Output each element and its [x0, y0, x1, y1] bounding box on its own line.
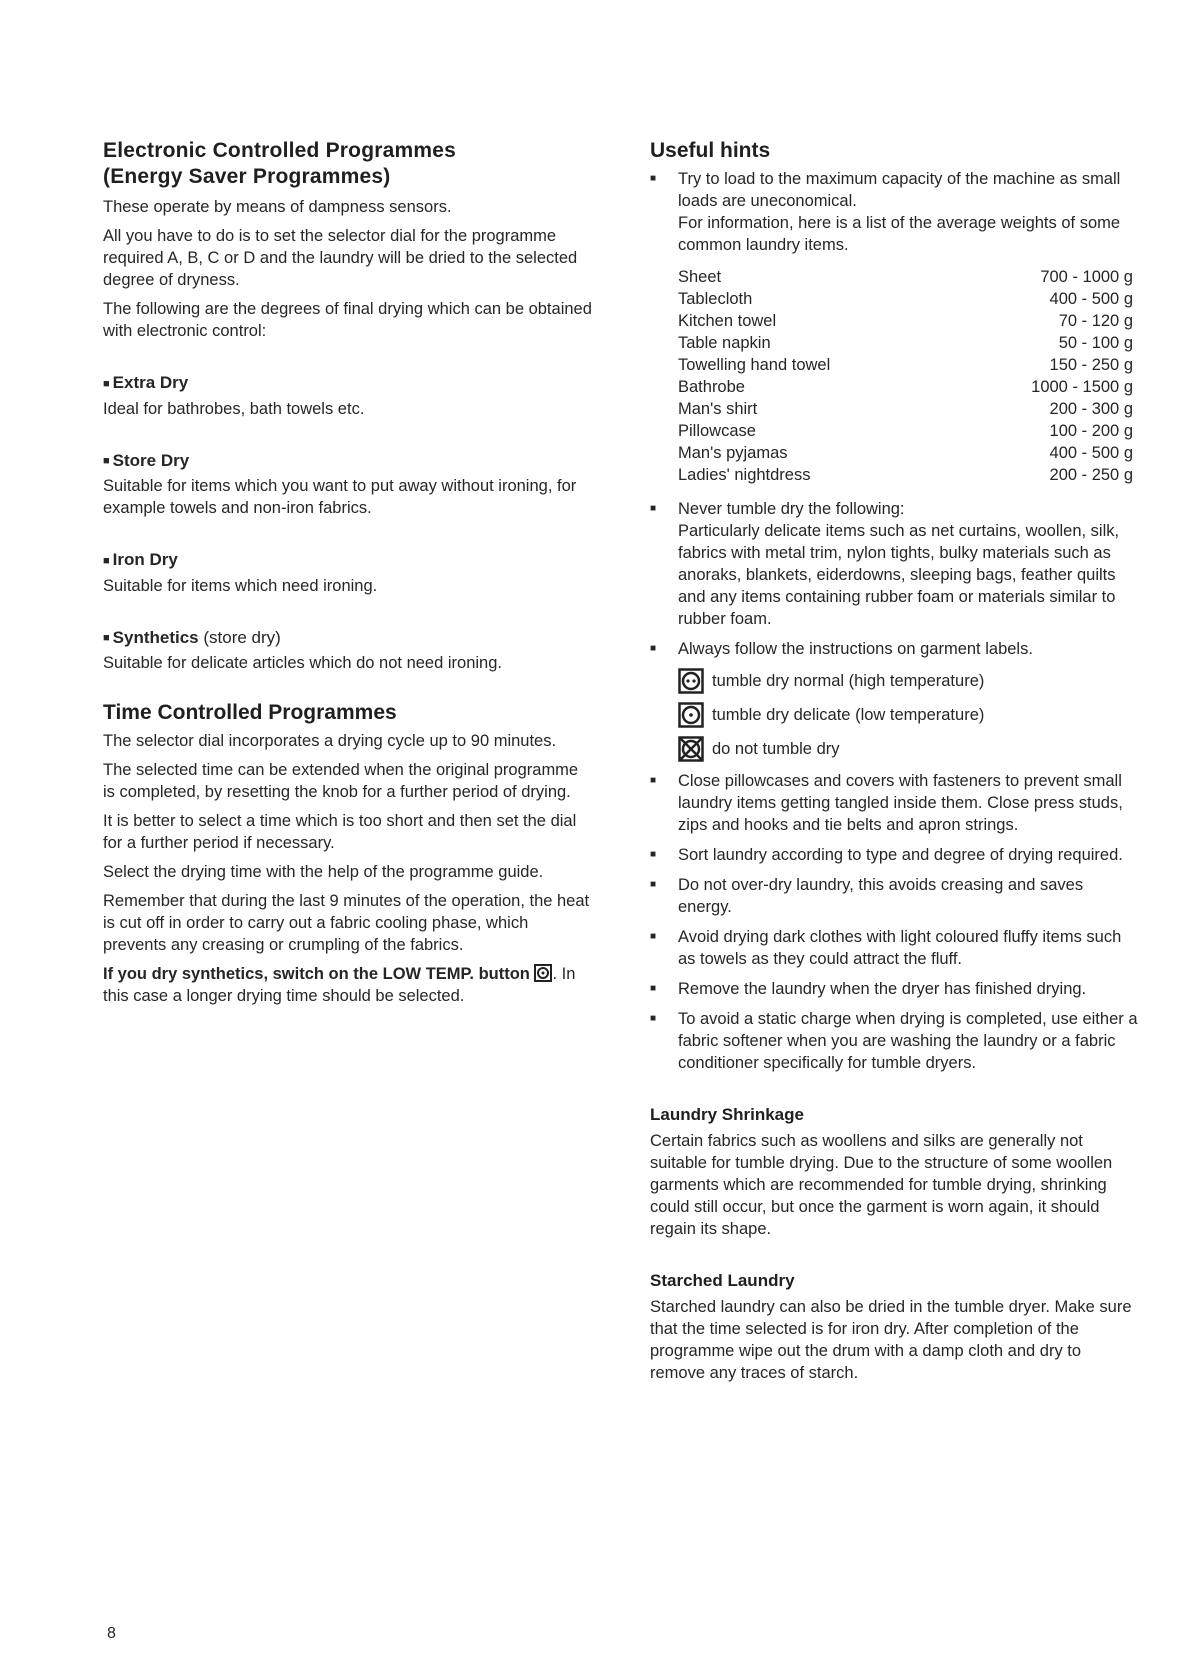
tcp-heading: Time Controlled Programmes	[103, 701, 397, 725]
tcp-paragraph-2: The selected time can be extended when the original programme is completed, by resetting the knob for a further period of drying.	[103, 761, 579, 802]
tcp-paragraph-1: The selector dial incorporates a drying cycle up to 90 minutes.	[103, 732, 557, 751]
ecp-title-line-1: Electronic Controlled Programmes	[103, 139, 456, 162]
hint-static-charge	[650, 1008, 1140, 1074]
level-title: Store Dry	[112, 450, 190, 470]
weight-item: Ladies' nightdress	[678, 466, 811, 484]
symbol-no-tumble	[678, 736, 1140, 762]
weight-item: Man's pyjamas	[678, 444, 788, 462]
level-title: Iron Dry	[112, 550, 178, 570]
hint-close-fasteners	[650, 770, 1140, 836]
weight-value: 200 - 250 g	[1049, 466, 1133, 484]
bullet-square-icon: ■	[650, 1013, 657, 1024]
tumble-dry-delicate-icon	[678, 702, 704, 728]
low-temp-instruction: If you dry synthetics, switch on the LOW TEMP. button	[103, 965, 530, 984]
ecp-paragraph-3: The following are the degrees of final drying which can be obtained with electronic control:	[103, 300, 592, 340]
weight-value: 200 - 300 g	[1049, 400, 1133, 418]
left-column	[103, 138, 593, 1014]
ecp-paragraph-2: All you have to do is to set the selector dial for the programme required A, B, C or D and the laundry will be dried to the selected degree of dryness.	[103, 227, 578, 289]
low-temp-note: . In this case a longer drying time should be selected.	[103, 965, 576, 1006]
weight-item: Man's shirt	[678, 400, 758, 418]
tumble-dry-normal-icon	[678, 668, 704, 694]
hint-text: Try to load to the maximum capacity of the machine as small loads are uneconomical.	[678, 170, 1121, 210]
weight-value: 400 - 500 g	[1049, 290, 1133, 308]
table-row	[678, 310, 1133, 332]
starched-paragraph: Starched laundry can also be dried in the tumble dryer. Make sure that the time selected is for iron dry. After completion of the programme wipe out the drum with a damp cloth and dry to remove any traces of starch.	[650, 1298, 1132, 1382]
table-row	[678, 376, 1133, 398]
hints-list	[650, 168, 1140, 1074]
level-synthetics	[103, 627, 593, 675]
level-description: Suitable for items which you want to put away without ironing, for example towels and non-iron fabrics.	[103, 477, 577, 518]
bullet-square-icon: ■	[103, 377, 110, 390]
ecp-paragraph-1: These operate by means of dampness sensors.	[103, 198, 452, 216]
level-store-dry	[103, 450, 593, 520]
hint-garment-labels	[650, 638, 1140, 762]
ecp-heading	[103, 138, 593, 190]
bullet-square-icon: ■	[650, 849, 657, 860]
right-column	[650, 138, 1140, 1391]
table-row	[678, 332, 1133, 354]
bullet-square-icon: ■	[650, 643, 657, 654]
tcp-paragraph-3: It is better to select a time which is too short and then set the dial for a further period if necessary.	[103, 812, 577, 853]
page-number: 8	[107, 1625, 116, 1642]
symbol-label: tumble dry normal (high temperature)	[712, 672, 985, 690]
hint-text: Always follow the instructions on garment labels.	[678, 640, 1033, 658]
level-title: Extra Dry	[112, 373, 189, 392]
symbol-delicate	[678, 702, 1140, 728]
hint-text: Avoid drying dark clothes with light coloured fluffy items such as towels as they could attract the fluff.	[678, 928, 1122, 968]
weights-table	[678, 266, 1133, 486]
bullet-square-icon: ■	[650, 879, 657, 890]
ecp-title-line-2: (Energy Saver Programmes)	[103, 165, 391, 188]
hint-remove-laundry	[650, 978, 1140, 1000]
starched-heading: Starched Laundry	[650, 1271, 795, 1290]
hint-over-dry	[650, 874, 1140, 918]
level-description: Suitable for items which need ironing.	[103, 576, 378, 595]
bullet-square-icon: ■	[650, 983, 657, 994]
table-row	[678, 354, 1133, 376]
weight-value: 150 - 250 g	[1049, 356, 1133, 374]
level-note: (store dry)	[203, 627, 281, 647]
level-description: Ideal for bathrobes, bath towels etc.	[103, 399, 365, 418]
hint-text: Particularly delicate items such as net curtains, woollen, silk, fabrics with metal trim, nylon tights, bulky materials such as anoraks, blankets, eiderdowns, sleeping bags, feather quilts and any items containing rubber foam or materials similar to rubber foam.	[678, 522, 1120, 628]
weight-item: Sheet	[678, 268, 722, 286]
shrinkage-heading: Laundry Shrinkage	[650, 1105, 804, 1124]
hint-text: Never tumble dry the following:	[678, 500, 905, 518]
bullet-square-icon: ■	[103, 632, 110, 645]
weight-value: 400 - 500 g	[1049, 444, 1133, 462]
hint-text: Do not over-dry laundry, this avoids creasing and saves energy.	[678, 876, 1084, 916]
low-temp-button-icon	[534, 964, 552, 982]
bullet-square-icon: ■	[103, 554, 110, 567]
symbol-label: tumble dry delicate (low temperature)	[712, 706, 985, 724]
table-row	[678, 420, 1133, 442]
hint-text: To avoid a static charge when drying is completed, use either a fabric softener when you are washing the laundry or a fabric conditioner specifically for tumble dryers.	[678, 1010, 1138, 1072]
hint-text: Remove the laundry when the dryer has finished drying.	[678, 980, 1087, 998]
hint-text: Close pillowcases and covers with fasteners to prevent small laundry items getting tangled inside them. Close press studs, zips and hooks and tie belts and apron strings.	[678, 772, 1123, 834]
weight-value: 100 - 200 g	[1049, 422, 1133, 440]
table-row	[678, 398, 1133, 420]
symbol-normal	[678, 668, 1140, 694]
level-extra-dry	[103, 372, 593, 420]
weight-item: Bathrobe	[678, 378, 745, 396]
hint-sort-laundry	[650, 844, 1140, 866]
shrinkage-paragraph: Certain fabrics such as woollens and silks are generally not suitable for tumble drying. Due to the structure of some woollen garments which are recommended for tumble drying, shrinking could still occur, but once the garment is worn again, it should regain its shape.	[650, 1132, 1113, 1238]
weight-item: Kitchen towel	[678, 312, 777, 330]
bullet-square-icon: ■	[650, 931, 657, 942]
weight-value: 700 - 1000 g	[1040, 268, 1133, 286]
bullet-square-icon: ■	[103, 455, 110, 468]
bullet-square-icon: ■	[650, 503, 657, 514]
weight-item: Pillowcase	[678, 422, 756, 440]
table-row	[678, 464, 1133, 486]
hint-never-tumble	[650, 498, 1140, 630]
weight-value: 70 - 120 g	[1058, 312, 1133, 330]
tcp-paragraph-4: Select the drying time with the help of the programme guide.	[103, 863, 544, 882]
weight-item: Towelling hand towel	[678, 356, 831, 374]
level-description: Suitable for delicate articles which do not need ironing.	[103, 654, 502, 673]
hint-text: Sort laundry according to type and degree of drying required.	[678, 846, 1123, 864]
table-row	[678, 266, 1133, 288]
table-row	[678, 442, 1133, 464]
bullet-square-icon: ■	[650, 775, 657, 786]
bullet-square-icon: ■	[650, 173, 657, 184]
weight-item: Table napkin	[678, 334, 771, 352]
tcp-paragraph-5: Remember that during the last 9 minutes of the operation, the heat is cut off in order to carry out a fabric cooling phase, which prevents any creasing or crumpling of the fabrics.	[103, 892, 590, 955]
symbol-label: do not tumble dry	[712, 740, 840, 758]
weight-value: 50 - 100 g	[1058, 334, 1133, 352]
hint-dark-clothes	[650, 926, 1140, 970]
weight-value: 1000 - 1500 g	[1031, 378, 1133, 396]
hints-heading: Useful hints	[650, 139, 771, 162]
level-iron-dry	[103, 549, 593, 597]
tcp-paragraph-6	[103, 963, 593, 1007]
do-not-tumble-dry-icon	[678, 736, 704, 762]
table-row	[678, 288, 1133, 310]
hint-text: For information, here is a list of the average weights of some common laundry items.	[678, 214, 1121, 254]
level-title: Synthetics	[112, 627, 199, 647]
weight-item: Tablecloth	[678, 290, 753, 308]
hint-load-capacity	[650, 168, 1140, 486]
